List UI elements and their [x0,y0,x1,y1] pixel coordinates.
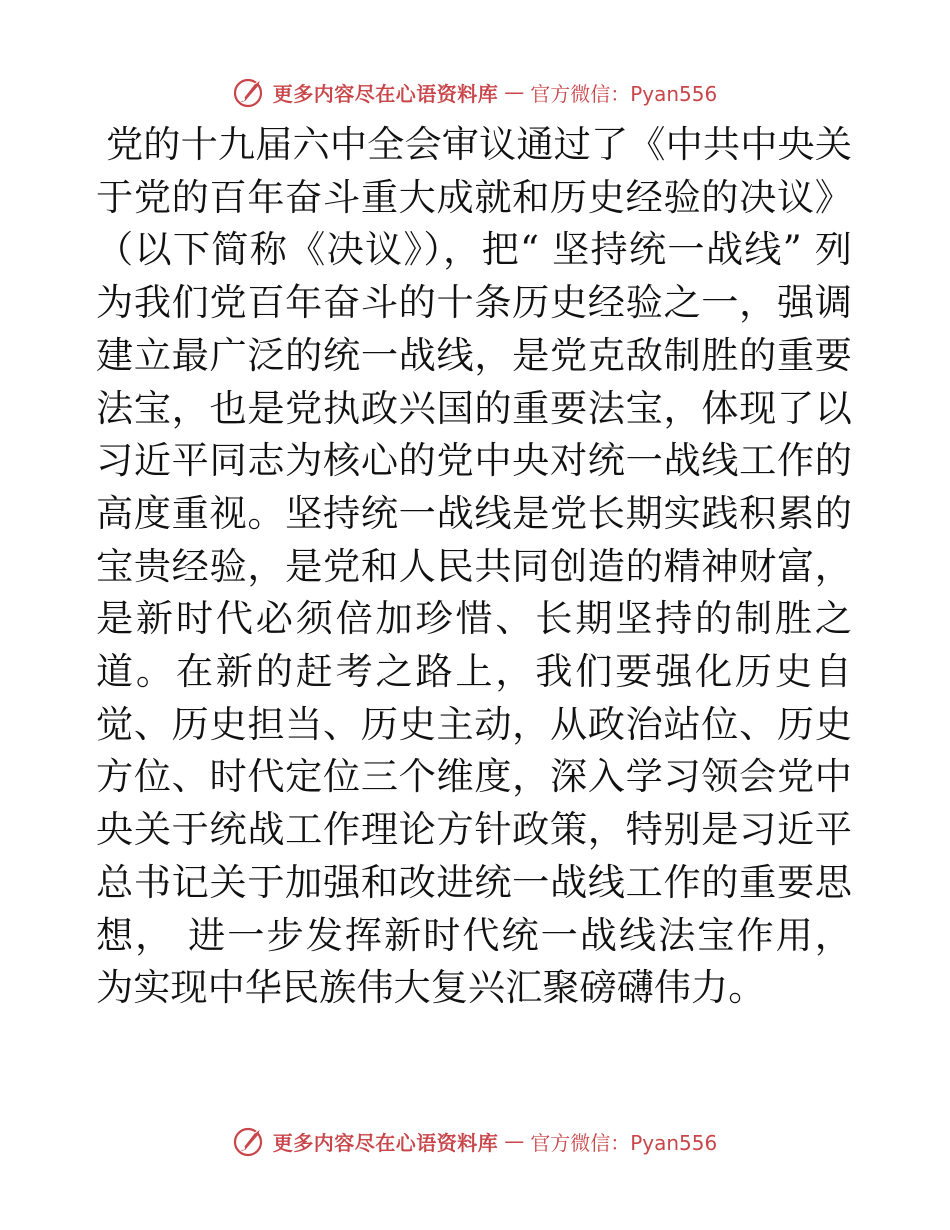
article-paragraph: 党的十九届六中全会审议通过了《中共中央关于党的百年奋斗重大成就和历史经验的决议》（以下简称《决议》），把“ 坚持统一战线” 列为我们党百年奋斗的十条历史经验之一，强调建立最广泛的统一战线，是党克敌制胜的重要法宝，也是党执政兴国的重要法宝，体现了以习近平同志为核心的党中央对统一战线工作的高度重视。坚持统一战线是党长期实践积累的宝贵经验，是党和人民共同创造的精神财富，是新时代必须倍加珍惜、长期坚持的制胜之道。在新的赶考之路上，我们要强化历史自觉、历史担当、历史主动，从政治站位、历史方位、时代定位三个维度，深入学习领会党中央关于统战工作理论方针政策，特别是习近平总书记关于加强和改进统一战线工作的重要思想， 进一步发挥新时代统一战线法宝作用， 为实现中华民族伟大复兴汇聚磅礴伟力。 [96,122,852,1010]
header-wechat-text: 官方微信：Pyan556 [530,81,718,106]
footer-separator: — [504,1129,525,1153]
footer-watermark [0,1121,950,1161]
footer-brand-text: 更多内容尽在心语资料库 [272,1130,499,1155]
header-brand-text: 更多内容尽在心语资料库 [272,81,499,106]
footer-wechat-text: 官方微信：Pyan556 [530,1130,718,1155]
header-separator: — [504,80,525,104]
quill-pen-logo-icon [233,75,267,109]
header-watermark [0,72,950,112]
quill-pen-logo-icon [233,1124,267,1158]
